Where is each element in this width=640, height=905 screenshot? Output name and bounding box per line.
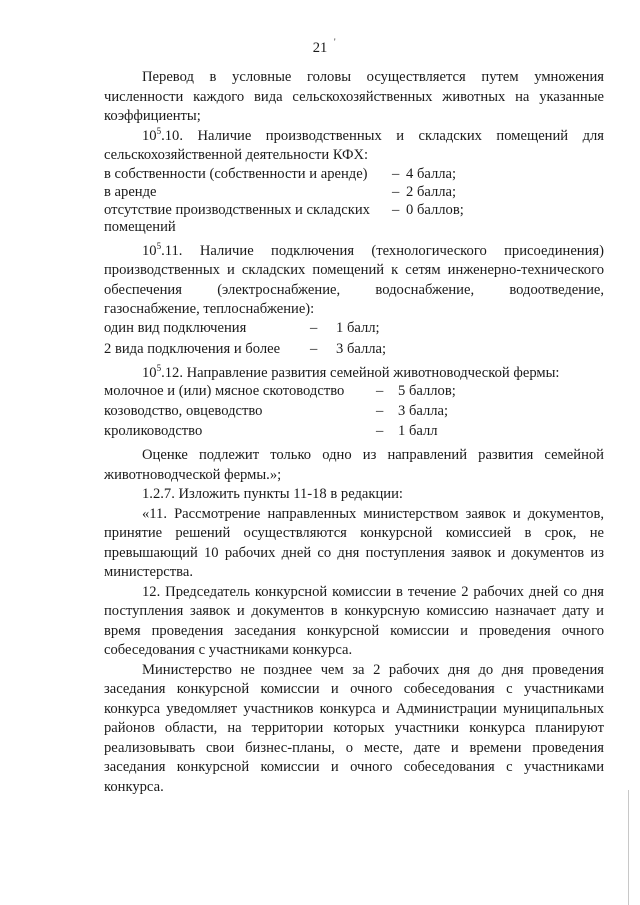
score-row <box>104 423 604 440</box>
page-number <box>0 37 640 57</box>
score-label: кролиководство <box>104 423 203 439</box>
item-number: 10 <box>142 242 157 259</box>
score-value: 1 балл <box>398 423 438 439</box>
score-row <box>104 166 604 183</box>
score-dash: – <box>392 165 400 182</box>
paragraph-point-11: «11. Рассмотрение направленных министерством заявок и документов, принятие решений осуществляются конкурсной комиссией в срок, не превышающий 10 рабочих дней со дня поступления заявок и документов из министерства. <box>104 505 604 580</box>
score-value-wrap <box>376 423 438 440</box>
score-value-wrap <box>310 341 386 358</box>
score-value-wrap <box>392 202 464 236</box>
score-list-directions <box>104 383 604 440</box>
score-row <box>104 184 604 201</box>
item-number: 10 <box>142 127 157 144</box>
item-superscript: 5 <box>156 240 162 251</box>
item-10-5-10 <box>104 127 604 166</box>
score-row <box>104 202 604 236</box>
score-value: 3 балла; <box>398 403 449 419</box>
item-superscript: 5 <box>156 362 162 373</box>
paragraph-point-12: 12. Председатель конкурсной комиссии в течение 2 рабочих дней со дня поступления заявок и документов в конкурсную комиссию назначает дату и время проведения заседания конкурсной комиссии и проведения очного собеседования с участниками конкурса. <box>104 583 604 658</box>
score-label: молочное и (или) мясное скотоводство <box>104 383 345 399</box>
score-row <box>104 383 604 400</box>
item-text: .12. Направление развития семейной животноводческой фермы: <box>161 364 560 381</box>
score-label: в аренде <box>104 183 157 200</box>
paragraph-evaluation: Оценке подлежит только одно из направлений развития семейной животноводческой фермы.»; <box>104 447 604 483</box>
score-row <box>104 320 604 337</box>
score-dash: – <box>392 201 400 218</box>
score-value: 4 балла; <box>406 165 457 182</box>
score-row <box>104 341 604 358</box>
score-label: один вид подключения <box>104 319 247 336</box>
score-label: 2 вида подключения и более <box>104 340 281 357</box>
score-value-wrap <box>376 403 448 420</box>
score-row <box>104 403 604 420</box>
score-dash: – <box>376 383 384 399</box>
score-value-wrap <box>310 320 380 337</box>
score-dash: – <box>376 403 384 419</box>
paragraph-1-2-7: 1.2.7. Изложить пункты 11-18 в редакции: <box>142 486 403 502</box>
score-list-premises <box>104 166 604 236</box>
score-dash: – <box>376 423 384 439</box>
score-value-wrap <box>392 184 456 201</box>
score-value: 1 балл; <box>336 319 380 336</box>
page-number-text: 21 <box>312 40 328 56</box>
score-value: 3 балла; <box>336 340 387 357</box>
paragraph-ministry: Министерство не позднее чем за 2 рабочих дня до дня проведения заседания конкурсной комиссии и очного собеседования с участниками конкурса уведомляет участников конкурса и Администрации муниципальных районов области, на территории которых участники конкурса планируют реализовывать свои бизнес-планы, о месте, дате и времени проведения заседания конкурсной комиссии и очного собеседования с участниками конкурса. <box>104 661 604 795</box>
score-label: отсутствие производственных и складских помещений <box>104 201 370 235</box>
score-value: 5 баллов; <box>398 383 456 399</box>
document-body <box>104 68 604 797</box>
item-10-5-12 <box>104 364 604 384</box>
paragraph-conversion: Перевод в условные головы осуществляется путем умножения численности каждого вида сельскохозяйственных животных на указанные коэффициенты; <box>104 69 604 124</box>
score-dash: – <box>310 340 318 357</box>
score-label: козоводство, овцеводство <box>104 403 263 419</box>
score-dash: – <box>310 319 318 336</box>
score-list-connections <box>104 320 604 358</box>
page-tick-mark: ' <box>334 37 336 47</box>
score-dash: – <box>392 183 400 200</box>
score-value: 2 балла; <box>406 183 457 200</box>
item-10-5-11 <box>104 242 604 320</box>
item-text: .10. Наличие производственных и складских помещений для сельскохозяйственной деятельности КФХ: <box>104 127 604 163</box>
score-label: в собственности (собственности и аренде) <box>104 165 368 182</box>
item-text: .11. Наличие подключения (технологического присоединения) производственных и складских помещений к сетям инженерно-технического обеспечения (электроснабжение, водоснабжение, водоотведение, газоснабжение, теплоснабжение): <box>104 242 604 317</box>
scan-edge-line <box>628 790 629 905</box>
item-superscript: 5 <box>156 125 162 136</box>
score-value: 0 баллов; <box>406 201 464 218</box>
item-number: 10 <box>142 364 157 381</box>
score-value-wrap <box>376 383 456 400</box>
score-value-wrap <box>392 166 456 183</box>
